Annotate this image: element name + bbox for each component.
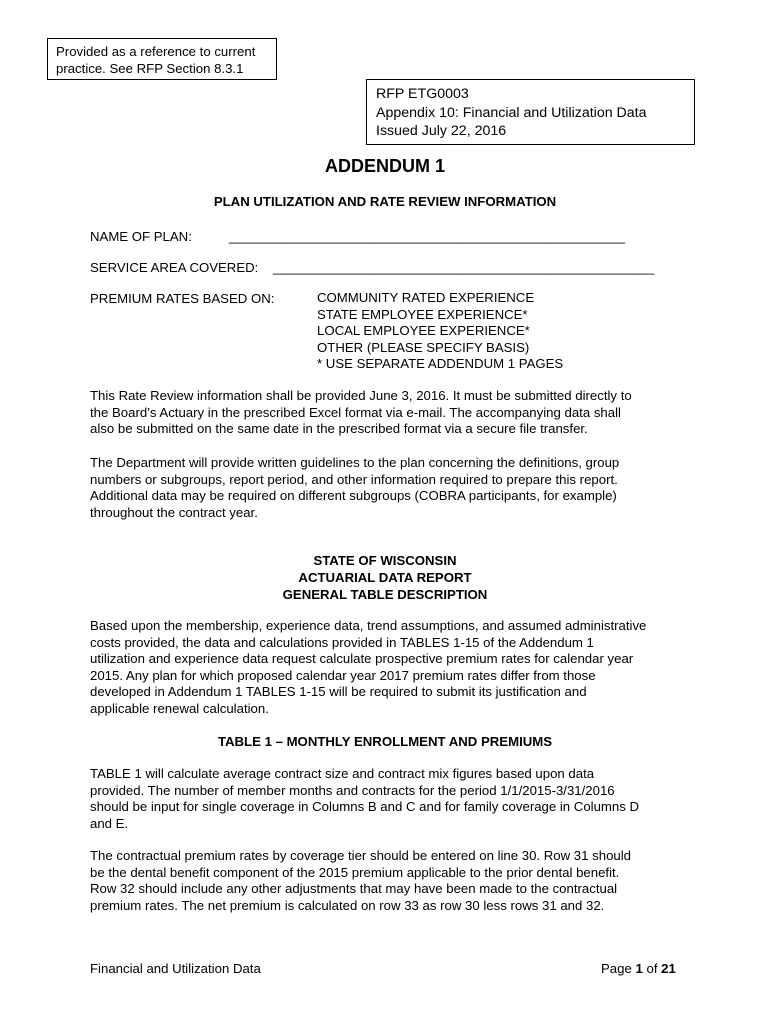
paragraph-line: be the dental benefit component of the 2015 premium applicable to the prior dental benefit.: [90, 864, 620, 880]
page-title: ADDENDUM 1: [324, 156, 445, 176]
reference-note-line: Provided as a reference to current: [56, 44, 256, 59]
page-subtitle: PLAN UTILIZATION AND RATE REVIEW INFORMATION: [213, 194, 557, 209]
reference-note-box: [47, 38, 277, 80]
page-word: Page: [601, 961, 632, 976]
premium-option: COMMUNITY RATED EXPERIENCE: [317, 290, 535, 305]
rfp-info-box: [366, 79, 695, 145]
premium-option: LOCAL EMPLOYEE EXPERIENCE*: [317, 323, 530, 338]
page-total: 21: [661, 961, 676, 976]
footer-title: Financial and Utilization Data: [90, 961, 261, 976]
paragraph-line: The Department will provide written guidelines to the plan concerning the definitions, group: [90, 455, 620, 470]
rfp-appendix: Appendix 10: Financial and Utilization Data: [376, 104, 647, 121]
paragraph-line: utilization and experience data request calculate prospective premium rates for calendar year: [90, 651, 634, 667]
reference-note-line: practice. See RFP Section 8.3.1: [56, 61, 244, 76]
paragraph-line: 2015. Any plan for which proposed calendar year 2017 premium rates differ from those: [90, 667, 596, 683]
plan-name-blank: ______________________________________________________: [229, 229, 626, 244]
paragraph-line: and E.: [90, 815, 129, 831]
paragraph-line: This Rate Review information shall be provided June 3, 2016. It must be submitted directly to: [90, 388, 632, 403]
paragraph-line: The contractual premium rates by coverage tier should be entered on line 30. Row 31 should: [90, 848, 631, 863]
paragraph-line: TABLE 1 will calculate average contract size and contract mix figures based upon data: [90, 766, 595, 781]
paragraph-line: provided. The number of member months and contracts for the period 1/1/2015-3/31/2016: [90, 782, 615, 798]
paragraph-line: Additional data may be required on different subgroups (COBRA participants, for example): [90, 488, 617, 504]
section-heading: [0, 552, 770, 603]
premium-option-note: * USE SEPARATE ADDENDUM 1 PAGES: [317, 356, 564, 371]
paragraph-line: applicable renewal calculation.: [90, 700, 269, 716]
table1-description-paragraph: [90, 766, 682, 832]
paragraph-line: throughout the contract year.: [90, 504, 258, 520]
paragraph-line: Row 32 should include any other adjustments that may have been made to the contractual: [90, 881, 618, 897]
of-word: of: [646, 961, 658, 976]
section-heading-line: GENERAL TABLE DESCRIPTION: [282, 587, 488, 602]
premium-rates-paragraph: [90, 848, 682, 914]
paragraph-line: also be submitted on the same date in the prescribed format via a secure file transfer.: [90, 421, 588, 437]
page-current: 1: [635, 961, 643, 976]
paragraph-line: the Board’s Actuary in the prescribed Excel format via e-mail. The accompanying data shall: [90, 404, 621, 420]
premium-basis-label: PREMIUM RATES BASED ON:: [90, 291, 275, 306]
table1-heading: TABLE 1 – MONTHLY ENROLLMENT AND PREMIUMS: [217, 734, 553, 749]
paragraph-line: should be input for single coverage in Columns B and C and for family coverage in Columns D: [90, 799, 640, 815]
premium-option: OTHER (PLEASE SPECIFY BASIS): [317, 339, 530, 355]
paragraph-line: developed in Addendum 1 TABLES 1-15 will be required to submit its justification and: [90, 684, 587, 700]
paragraph-line: Based upon the membership, experience data, trend assumptions, and assumed administrative: [90, 618, 647, 633]
rfp-issue-date: Issued July 22, 2016: [376, 123, 507, 139]
rfp-number: RFP ETG0003: [376, 86, 469, 102]
paragraph-line: numbers or subgroups, report period, and other information required to prepare this report.: [90, 471, 618, 487]
service-area-blank: ____________________________________________________: [273, 260, 655, 275]
page-number: [601, 961, 676, 976]
premium-basis-options: [317, 290, 563, 373]
section-heading-line: ACTUARIAL DATA REPORT: [298, 570, 472, 585]
plan-name-label: NAME OF PLAN:: [90, 229, 192, 244]
service-area-label: SERVICE AREA COVERED:: [90, 260, 259, 275]
premium-option: STATE EMPLOYEE EXPERIENCE*: [317, 306, 528, 322]
rate-review-paragraph: [90, 388, 682, 438]
guidelines-paragraph: [90, 455, 682, 521]
paragraph-line: premium rates. The net premium is calculated on row 33 as row 30 less rows 31 and 32.: [90, 897, 605, 913]
paragraph-line: costs provided, the data and calculations provided in TABLES 1-15 of the Addendum 1: [90, 634, 594, 650]
table-description-paragraph: [90, 618, 682, 718]
section-heading-line: STATE OF WISCONSIN: [313, 553, 457, 568]
